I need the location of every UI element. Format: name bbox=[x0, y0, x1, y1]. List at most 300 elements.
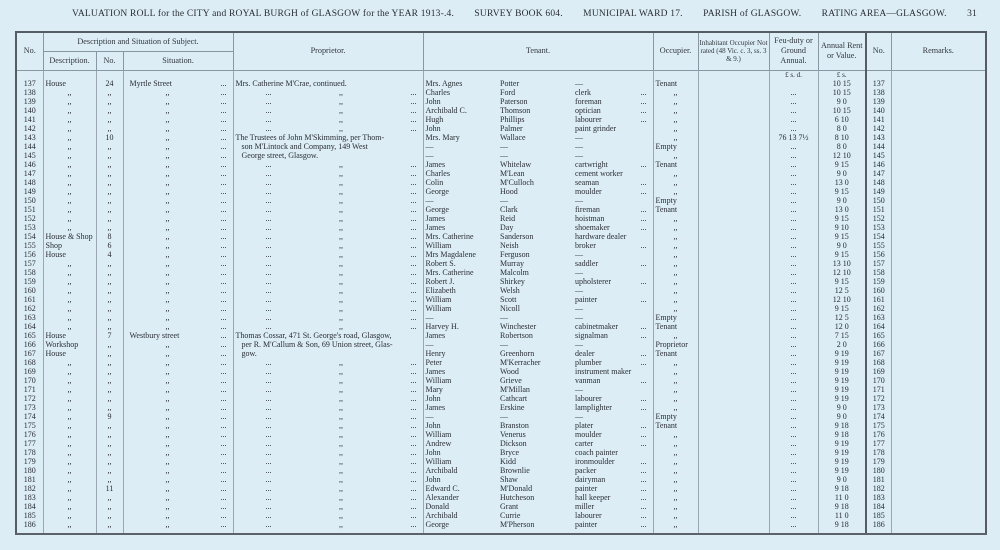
feu-duty: ... bbox=[769, 322, 818, 331]
feu-duty: ... bbox=[769, 385, 818, 394]
ellipsis: ... bbox=[640, 105, 647, 115]
occupier: ,, bbox=[653, 178, 698, 187]
description: ,, bbox=[43, 124, 96, 133]
annual-rent: 11 0 bbox=[818, 493, 866, 502]
ellipsis: ... bbox=[265, 204, 272, 214]
row-number-right: 148 bbox=[866, 178, 891, 187]
street-number: ,, bbox=[96, 520, 123, 534]
occupation-text: — bbox=[575, 384, 583, 394]
feu-duty: ... bbox=[769, 295, 818, 304]
description: Workshop bbox=[43, 340, 96, 349]
ellipsis: ... bbox=[220, 366, 227, 376]
annual-rent: 9 15 bbox=[818, 304, 866, 313]
proprietor bbox=[233, 115, 423, 124]
ellipsis: ... bbox=[640, 321, 647, 331]
row-number: 139 bbox=[16, 97, 43, 106]
remarks bbox=[891, 403, 986, 412]
proprietor bbox=[233, 475, 423, 484]
table-row bbox=[16, 142, 986, 151]
feu-duty: ... bbox=[769, 349, 818, 358]
row-number: 176 bbox=[16, 430, 43, 439]
ellipsis: ... bbox=[265, 168, 272, 178]
tenant-first-name: Edward C. bbox=[423, 484, 498, 493]
row-number: 158 bbox=[16, 268, 43, 277]
proprietor bbox=[233, 124, 423, 133]
ellipsis: ... bbox=[410, 312, 417, 322]
description: ,, bbox=[43, 385, 96, 394]
ellipsis: ... bbox=[640, 402, 647, 412]
situation-text: ,, bbox=[165, 141, 170, 151]
feu-duty: ... bbox=[769, 151, 818, 160]
occupier: Tenant bbox=[653, 205, 698, 214]
tenant-first-name: James bbox=[423, 223, 498, 232]
table-row bbox=[16, 439, 986, 448]
tenant-occupation bbox=[573, 313, 653, 322]
tenant-occupation bbox=[573, 259, 653, 268]
units-row bbox=[16, 70, 986, 79]
tenant-first-name: George bbox=[423, 187, 498, 196]
description: ,, bbox=[43, 196, 96, 205]
table-row bbox=[16, 304, 986, 313]
inhabitant-occupier bbox=[698, 475, 769, 484]
situation-text: ,, bbox=[165, 267, 170, 277]
feu-duty: ... bbox=[769, 376, 818, 385]
ellipsis: ... bbox=[220, 105, 227, 115]
ditto-mark: ,, bbox=[339, 222, 343, 232]
tenant-first-name: James bbox=[423, 331, 498, 340]
annual-rent: 11 0 bbox=[818, 511, 866, 520]
row-number: 156 bbox=[16, 250, 43, 259]
ditto-mark: ,, bbox=[339, 411, 343, 421]
proprietor bbox=[233, 160, 423, 169]
tenant-occupation bbox=[573, 214, 653, 223]
ellipsis: ... bbox=[410, 213, 417, 223]
remarks bbox=[891, 232, 986, 241]
situation bbox=[123, 475, 233, 484]
situation bbox=[123, 115, 233, 124]
occupier: Empty bbox=[653, 313, 698, 322]
inhabitant-occupier bbox=[698, 88, 769, 97]
ellipsis: ... bbox=[410, 195, 417, 205]
street-number: 11 bbox=[96, 484, 123, 493]
tenant-occupation bbox=[573, 403, 653, 412]
annual-rent: 10 15 bbox=[818, 88, 866, 97]
ellipsis: ... bbox=[265, 393, 272, 403]
street-number: 4 bbox=[96, 250, 123, 259]
row-number-right: 146 bbox=[866, 160, 891, 169]
street-number: ,, bbox=[96, 448, 123, 457]
occupier: ,, bbox=[653, 502, 698, 511]
occupation-text: optician bbox=[575, 105, 601, 115]
tenant-first-name: Mrs. Mary bbox=[423, 133, 498, 142]
occupier: ,, bbox=[653, 511, 698, 520]
row-number-right: 145 bbox=[866, 151, 891, 160]
situation-text: ,, bbox=[165, 240, 170, 250]
tenant-occupation bbox=[573, 295, 653, 304]
ellipsis: ... bbox=[265, 438, 272, 448]
ellipsis: ... bbox=[410, 249, 417, 259]
situation-text: ,, bbox=[165, 339, 170, 349]
tenant-occupation bbox=[573, 358, 653, 367]
row-number: 160 bbox=[16, 286, 43, 295]
ellipsis: ... bbox=[410, 96, 417, 106]
row-number: 137 bbox=[16, 79, 43, 88]
occupation-text: fireman bbox=[575, 204, 600, 214]
feu-duty bbox=[769, 79, 818, 88]
feu-duty: ... bbox=[769, 484, 818, 493]
row-number-right: 166 bbox=[866, 340, 891, 349]
tenant-surname: — bbox=[500, 312, 508, 322]
description: ,, bbox=[43, 394, 96, 403]
tenant-first-name: — bbox=[423, 142, 498, 151]
tenant-occupation bbox=[573, 187, 653, 196]
occupation-text: dairyman bbox=[575, 474, 606, 484]
tenant-first-name: James bbox=[423, 160, 498, 169]
inhabitant-occupier bbox=[698, 124, 769, 133]
ellipsis: ... bbox=[220, 114, 227, 124]
ellipsis: ... bbox=[265, 159, 272, 169]
tenant-first-name: Archibald C. bbox=[423, 106, 498, 115]
row-number: 157 bbox=[16, 259, 43, 268]
situation bbox=[123, 187, 233, 196]
annual-rent: 9 19 bbox=[818, 358, 866, 367]
situation-text: ,, bbox=[165, 492, 170, 502]
occupation-text: paint grinder bbox=[575, 123, 617, 133]
tenant-first-name: Robert S. bbox=[423, 259, 498, 268]
row-number-right: 176 bbox=[866, 430, 891, 439]
tenant-occupation bbox=[573, 133, 653, 142]
inhabitant-occupier bbox=[698, 286, 769, 295]
inhabitant-occupier bbox=[698, 169, 769, 178]
ellipsis: ... bbox=[640, 240, 647, 250]
situation-text: ,, bbox=[165, 231, 170, 241]
ellipsis: ... bbox=[220, 294, 227, 304]
proprietor bbox=[233, 421, 423, 430]
row-number-right: 156 bbox=[866, 250, 891, 259]
ellipsis: ... bbox=[640, 456, 647, 466]
tenant-surname: Scott bbox=[500, 294, 517, 304]
ellipsis: ... bbox=[265, 240, 272, 250]
annual-rent: 9 15 bbox=[818, 232, 866, 241]
annual-rent: 13 0 bbox=[818, 178, 866, 187]
ditto-mark: ,, bbox=[339, 492, 343, 502]
parish: PARISH of GLASGOW. bbox=[703, 9, 802, 19]
ellipsis: ... bbox=[220, 447, 227, 457]
ellipsis: ... bbox=[265, 402, 272, 412]
ellipsis: ... bbox=[265, 105, 272, 115]
inhabitant-occupier bbox=[698, 313, 769, 322]
tenant-surname: Neish bbox=[500, 240, 519, 250]
annual-rent: 9 18 bbox=[818, 484, 866, 493]
ditto-mark: ,, bbox=[339, 204, 343, 214]
tenant-occupation bbox=[573, 493, 653, 502]
situation bbox=[123, 376, 233, 385]
row-number-right: 137 bbox=[866, 79, 891, 88]
occupier: ,, bbox=[653, 277, 698, 286]
ellipsis: ... bbox=[220, 195, 227, 205]
ellipsis: ... bbox=[640, 357, 647, 367]
proprietor bbox=[233, 403, 423, 412]
situation bbox=[123, 421, 233, 430]
situation-text: ,, bbox=[165, 249, 170, 259]
inhabitant-occupier bbox=[698, 295, 769, 304]
header-description-group: Description and Situation of Subject. bbox=[43, 32, 233, 51]
occupation-text: foreman bbox=[575, 96, 602, 106]
situation bbox=[123, 412, 233, 421]
table-row bbox=[16, 412, 986, 421]
situation bbox=[123, 520, 233, 534]
street-number: ,, bbox=[96, 205, 123, 214]
occupation-text: — bbox=[575, 339, 583, 349]
row-number-right: 144 bbox=[866, 142, 891, 151]
occupier: Empty bbox=[653, 142, 698, 151]
tenant-occupation bbox=[573, 124, 653, 133]
occupation-text: cement worker bbox=[575, 168, 623, 178]
table-row bbox=[16, 367, 986, 376]
row-number-right: 157 bbox=[866, 259, 891, 268]
row-number: 145 bbox=[16, 151, 43, 160]
row-number: 154 bbox=[16, 232, 43, 241]
street-number: ,, bbox=[96, 187, 123, 196]
occupation-text: plumber bbox=[575, 357, 602, 367]
row-number-right: 184 bbox=[866, 502, 891, 511]
tenant-surname: Venerus bbox=[500, 429, 526, 439]
proprietor bbox=[233, 169, 423, 178]
row-number-right: 149 bbox=[866, 187, 891, 196]
street-number: ,, bbox=[96, 475, 123, 484]
tenant-occupation bbox=[573, 484, 653, 493]
ellipsis: ... bbox=[410, 240, 417, 250]
row-number: 146 bbox=[16, 160, 43, 169]
inhabitant-occupier bbox=[698, 403, 769, 412]
tenant-occupation bbox=[573, 385, 653, 394]
occupation-text: — bbox=[575, 267, 583, 277]
annual-rent: 2 0 bbox=[818, 340, 866, 349]
ditto-mark: ,, bbox=[339, 366, 343, 376]
table-row bbox=[16, 88, 986, 97]
occupier: ,, bbox=[653, 457, 698, 466]
street-number: ,, bbox=[96, 304, 123, 313]
annual-rent: 9 15 bbox=[818, 250, 866, 259]
ditto-mark: ,, bbox=[339, 186, 343, 196]
tenant-surname: Malcolm bbox=[500, 267, 529, 277]
feu-duty: ... bbox=[769, 475, 818, 484]
ellipsis: ... bbox=[220, 222, 227, 232]
situation-text: ,, bbox=[165, 159, 170, 169]
occupation-text: — bbox=[575, 195, 583, 205]
row-number: 185 bbox=[16, 511, 43, 520]
ditto-mark: ,, bbox=[339, 384, 343, 394]
feu-duty: ... bbox=[769, 268, 818, 277]
ellipsis: ... bbox=[410, 285, 417, 295]
tenant-surname: Murray bbox=[500, 258, 524, 268]
annual-rent: 9 15 bbox=[818, 160, 866, 169]
tenant-surname: Ferguson bbox=[500, 249, 530, 259]
ellipsis: ... bbox=[265, 303, 272, 313]
situation-text: ,, bbox=[165, 123, 170, 133]
table-row bbox=[16, 259, 986, 268]
tenant-first-name: William bbox=[423, 295, 498, 304]
ditto-mark: ,, bbox=[339, 357, 343, 367]
feu-duty: ... bbox=[769, 259, 818, 268]
proprietor-text: The Trustees of John M'Skimming, per Thom- bbox=[235, 132, 385, 142]
ellipsis: ... bbox=[410, 321, 417, 331]
ellipsis: ... bbox=[220, 168, 227, 178]
remarks bbox=[891, 268, 986, 277]
annual-rent: 9 0 bbox=[818, 403, 866, 412]
ellipsis: ... bbox=[640, 429, 647, 439]
row-number: 161 bbox=[16, 295, 43, 304]
feu-duty: ... bbox=[769, 214, 818, 223]
situation bbox=[123, 196, 233, 205]
ditto-mark: ,, bbox=[339, 195, 343, 205]
occupation-text: shoemaker bbox=[575, 222, 610, 232]
ditto-mark: ,, bbox=[339, 267, 343, 277]
feu-units: £ s. d. bbox=[769, 70, 818, 79]
table-row bbox=[16, 268, 986, 277]
row-number-right: 171 bbox=[866, 385, 891, 394]
tenant-first-name: John bbox=[423, 448, 498, 457]
header-no-right: No. bbox=[866, 32, 891, 70]
inhabitant-occupier bbox=[698, 250, 769, 259]
street-number: 7 bbox=[96, 331, 123, 340]
inhabitant-occupier bbox=[698, 187, 769, 196]
row-number: 182 bbox=[16, 484, 43, 493]
proprietor bbox=[233, 367, 423, 376]
ellipsis: ... bbox=[410, 276, 417, 286]
situation bbox=[123, 277, 233, 286]
description: House bbox=[43, 79, 96, 88]
tenant-surname: Palmer bbox=[500, 123, 523, 133]
tenant-first-name: Mrs. Catherine bbox=[423, 268, 498, 277]
ellipsis: ... bbox=[220, 213, 227, 223]
street-number: 10 bbox=[96, 133, 123, 142]
row-number-right: 164 bbox=[866, 322, 891, 331]
occupier: ,, bbox=[653, 97, 698, 106]
remarks bbox=[891, 385, 986, 394]
ellipsis: ... bbox=[640, 276, 647, 286]
situation bbox=[123, 385, 233, 394]
ellipsis: ... bbox=[265, 420, 272, 430]
situation bbox=[123, 349, 233, 358]
ellipsis: ... bbox=[640, 114, 647, 124]
feu-duty: ... bbox=[769, 277, 818, 286]
street-number: ,, bbox=[96, 511, 123, 520]
table-row bbox=[16, 484, 986, 493]
ellipsis: ... bbox=[640, 393, 647, 403]
description: ,, bbox=[43, 223, 96, 232]
ellipsis: ... bbox=[220, 141, 227, 151]
situation-text: ,, bbox=[165, 258, 170, 268]
ellipsis: ... bbox=[265, 96, 272, 106]
situation bbox=[123, 151, 233, 160]
tenant-surname: — bbox=[500, 150, 508, 160]
ellipsis: ... bbox=[220, 492, 227, 502]
street-number: ,, bbox=[96, 403, 123, 412]
inhabitant-occupier bbox=[698, 232, 769, 241]
feu-duty: ... bbox=[769, 232, 818, 241]
situation bbox=[123, 502, 233, 511]
description: House & Shop bbox=[43, 232, 96, 241]
ellipsis: ... bbox=[410, 429, 417, 439]
tenant-occupation bbox=[573, 142, 653, 151]
table-row bbox=[16, 421, 986, 430]
annual-rent: 9 18 bbox=[818, 502, 866, 511]
header-proprietor: Proprietor. bbox=[233, 32, 423, 70]
description: ,, bbox=[43, 142, 96, 151]
annual-rent: 9 19 bbox=[818, 466, 866, 475]
remarks bbox=[891, 322, 986, 331]
feu-duty: ... bbox=[769, 160, 818, 169]
tenant-surname: Currie bbox=[500, 510, 521, 520]
remarks bbox=[891, 286, 986, 295]
situation bbox=[123, 124, 233, 133]
situation bbox=[123, 268, 233, 277]
inhabitant-occupier bbox=[698, 97, 769, 106]
feu-duty: ... bbox=[769, 223, 818, 232]
feu-duty: ... bbox=[769, 457, 818, 466]
situation-text: ,, bbox=[165, 276, 170, 286]
occupier: ,, bbox=[653, 493, 698, 502]
ellipsis: ... bbox=[410, 294, 417, 304]
ditto-mark: ,, bbox=[339, 294, 343, 304]
ellipsis: ... bbox=[265, 213, 272, 223]
ellipsis: ... bbox=[640, 330, 647, 340]
situation bbox=[123, 250, 233, 259]
tenant-occupation bbox=[573, 412, 653, 421]
tenant-surname: Paterson bbox=[500, 96, 528, 106]
remarks bbox=[891, 88, 986, 97]
tenant-first-name: — bbox=[423, 412, 498, 421]
occupier: ,, bbox=[653, 376, 698, 385]
ellipsis: ... bbox=[220, 465, 227, 475]
ellipsis: ... bbox=[265, 195, 272, 205]
table-row bbox=[16, 214, 986, 223]
remarks bbox=[891, 340, 986, 349]
tenant-occupation bbox=[573, 205, 653, 214]
situation-text: ,, bbox=[165, 348, 170, 358]
annual-rent: 13 10 bbox=[818, 259, 866, 268]
description: ,, bbox=[43, 205, 96, 214]
proprietor bbox=[233, 268, 423, 277]
row-number: 168 bbox=[16, 358, 43, 367]
tenant-surname: — bbox=[500, 339, 508, 349]
ellipsis: ... bbox=[410, 375, 417, 385]
ellipsis: ... bbox=[265, 411, 272, 421]
situation-text: ,, bbox=[165, 114, 170, 124]
tenant-occupation bbox=[573, 511, 653, 520]
proprietor bbox=[233, 196, 423, 205]
tenant-occupation bbox=[573, 439, 653, 448]
street-number: 8 bbox=[96, 232, 123, 241]
tenant-occupation bbox=[573, 196, 653, 205]
situation bbox=[123, 439, 233, 448]
occupation-text: vanman bbox=[575, 375, 601, 385]
tenant-surname: Cathcart bbox=[500, 393, 528, 403]
ellipsis: ... bbox=[410, 357, 417, 367]
occupier: ,, bbox=[653, 394, 698, 403]
ditto-mark: ,, bbox=[339, 312, 343, 322]
ellipsis: ... bbox=[410, 258, 417, 268]
row-number: 172 bbox=[16, 394, 43, 403]
tenant-occupation bbox=[573, 106, 653, 115]
annual-rent: 8 10 bbox=[818, 133, 866, 142]
description: ,, bbox=[43, 160, 96, 169]
ellipsis: ... bbox=[410, 510, 417, 520]
situation bbox=[123, 403, 233, 412]
ellipsis: ... bbox=[410, 186, 417, 196]
situation-text: Westbury street bbox=[129, 330, 180, 340]
